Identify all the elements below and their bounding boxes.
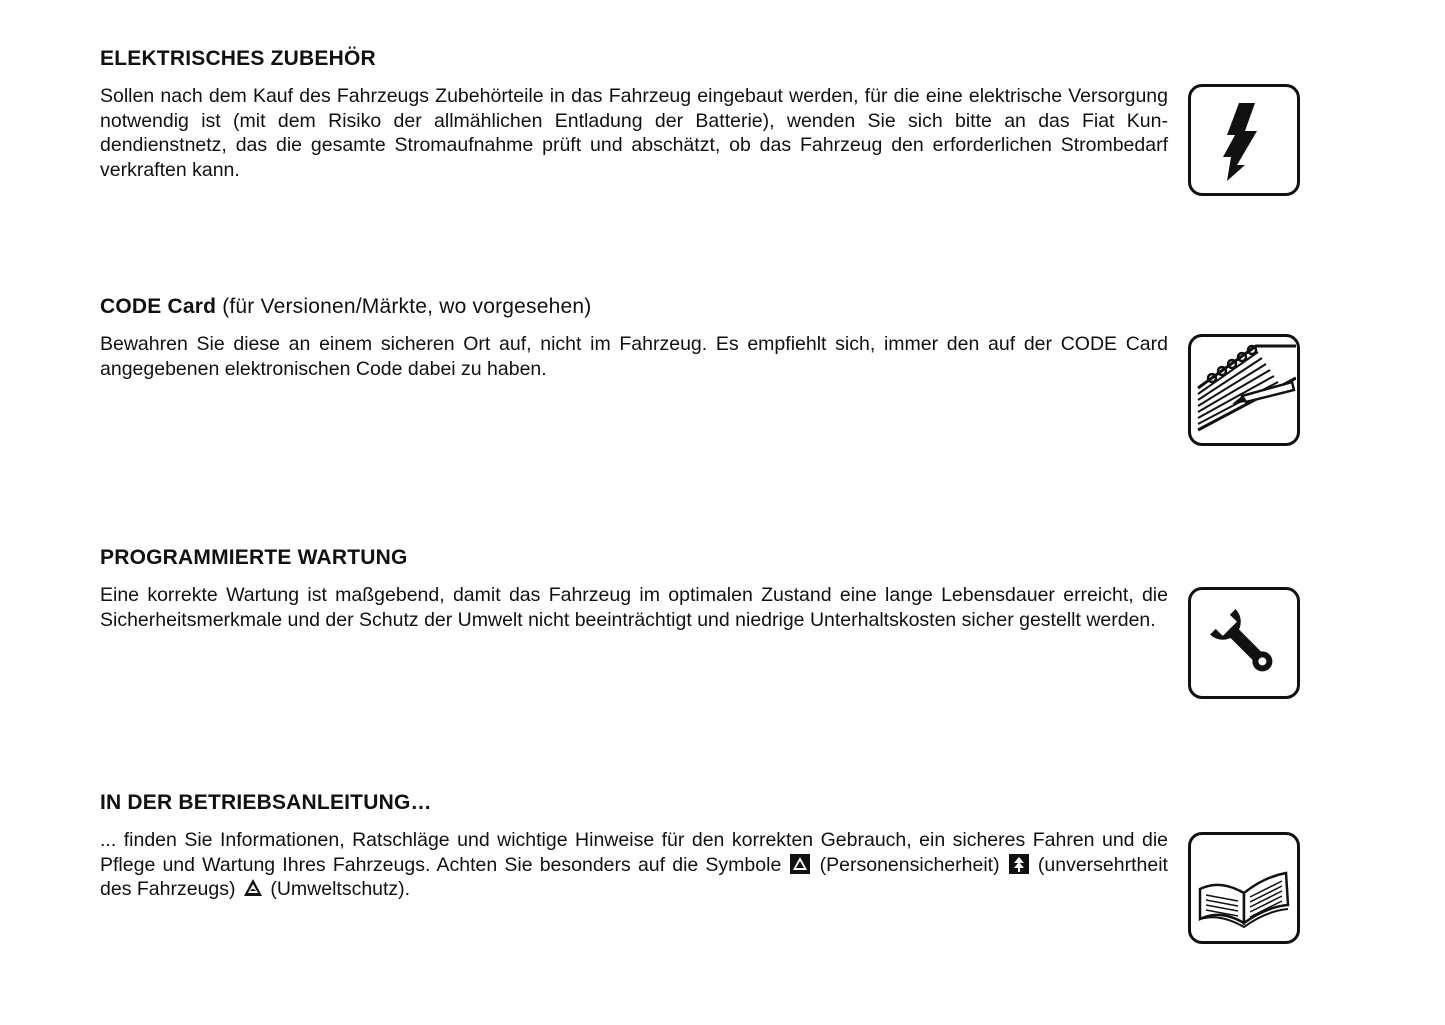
- paragraph-part: (Umweltschutz).: [270, 878, 411, 900]
- paragraph-part: (Personensicherheit): [819, 853, 1000, 876]
- section-title: PROGRAMMIERTE WARTUNG: [100, 546, 408, 569]
- section-paragraph: Sollen nach dem Kauf des Fahrzeugs Zubehörteile in das Fahrzeug eingebaut werden, für die eine elektrische Versorgung notwendig ist (mit dem Risiko der allmählichen Entladung der Batterie), wenden Sie sich bitte an das Fiat Kundendienstnetz, das die gesamte Stromaufnahme prüft und abschätzt, ob das Fahrzeug den erforderlichen Strombedarf verkraften kann.: [100, 85, 1168, 181]
- wrench-icon: [1188, 587, 1300, 699]
- notebook-pencil-icon: [1188, 334, 1300, 446]
- section-title: [100, 294, 1310, 320]
- open-book-icon: [1188, 832, 1300, 944]
- vehicle-integrity-icon: [1009, 854, 1029, 874]
- section-title: IN DER BETRIEBSANLEITUNG…: [100, 791, 432, 814]
- lightning-icon: [1188, 84, 1300, 196]
- section-paragraph: [100, 828, 1168, 902]
- section-electrical-accessories: [100, 46, 1310, 182]
- section-title: ELEKTRISCHES ZUBEHÖR: [100, 47, 376, 70]
- section-title-suffix: (für Versionen/Märkte, wo vorgesehen): [222, 295, 592, 318]
- environment-triangle-icon: [243, 878, 263, 898]
- section-title-main: CODE Card: [100, 295, 217, 318]
- section-scheduled-maintenance: [100, 545, 1310, 632]
- warning-triangle-icon: [790, 854, 810, 874]
- paragraph-part: ... finden Sie Informationen, Ratschläge und wichtige Hinweise für den korrekten Gebrauch, ein sicheres Fahren und die Pflege und Wartung Ihres Fahrzeugs. Achten Sie besonders auf die Symbole: [100, 829, 1168, 876]
- section-in-the-manual: [100, 790, 1310, 902]
- section-code-card: [100, 294, 1310, 381]
- section-paragraph: Bewahren Sie diese an einem sicheren Ort auf, nicht im Fahrzeug. Es empfiehlt sich, immer den auf der CODE Card angegebenen elektronischen Code dabei zu haben.: [100, 333, 1168, 380]
- paragraph-part: (unversehrtheit des Fahrzeugs): [100, 853, 1168, 900]
- section-paragraph: Eine korrekte Wartung ist maßgebend, damit das Fahrzeug im optimalen Zustand eine lange Lebensdauer erreicht, die Sicherheitsmerkmale und der Schutz der Umwelt nicht beeinträchtigt und niedrige Unterhaltskosten sicher gestellt werden.: [100, 584, 1168, 631]
